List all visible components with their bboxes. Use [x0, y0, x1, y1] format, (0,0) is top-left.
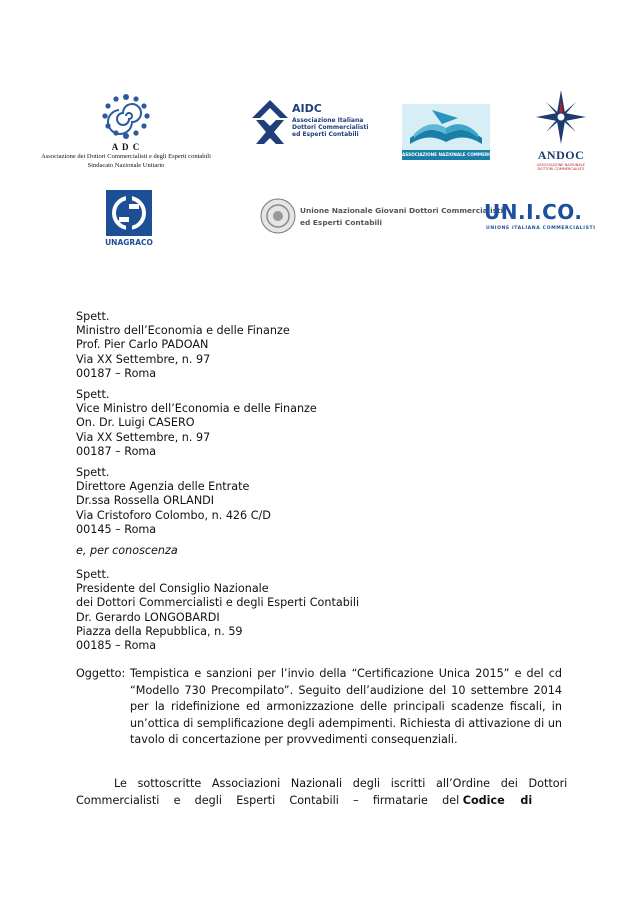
ungdc-line1: Unione Nazionale Giovani Dottori Commercialisti — [300, 206, 504, 215]
andoc-sub2: DOTTORI COMMERCIALISTI — [537, 167, 585, 171]
aidc-line2: Dottori Commercialisti — [292, 124, 369, 131]
recipient-line: Vice Ministro dell’Economia e delle Finanze — [76, 402, 317, 416]
unagraco-name: UNAGRACO — [105, 238, 153, 247]
body-paragraph — [76, 776, 568, 809]
unagraco-emblem-icon — [106, 190, 152, 236]
book-icon — [402, 104, 490, 150]
unico-name: UN.I.CO. — [484, 200, 583, 224]
recipient-agenzia — [76, 466, 271, 537]
recipient-line: Via Cristoforo Colombo, n. 426 C/D — [76, 508, 271, 522]
andoc-name: ANDOC — [537, 148, 585, 162]
aidc-line1: Associazione Italiana — [292, 117, 364, 124]
recipient-line: Dr.ssa Rossella ORLANDI — [76, 494, 215, 508]
ungdc-line2: ed Esperti Contabili — [300, 218, 383, 227]
aidc-line3: ed Esperti Contabili — [292, 131, 359, 138]
recipient-line: Piazza della Repubblica, n. 59 — [76, 624, 243, 638]
recipient-line: Spett. — [76, 310, 110, 323]
ungdc-logo — [260, 198, 504, 238]
andoc-sub1: ASSOCIAZIONE NAZIONALE — [537, 163, 585, 167]
recipient-line: Direttore Agenzia delle Entrate — [76, 480, 250, 494]
subject-label: Oggetto: — [76, 667, 126, 680]
ungdc-seal-icon — [260, 198, 296, 234]
unagraco-logo — [102, 190, 156, 250]
aidc-name: AIDC — [292, 102, 322, 115]
recipient-line: 00145 – Roma — [76, 522, 157, 536]
adc-logo — [20, 92, 232, 172]
recipient-line: dei Dottori Commercialisti e degli Esperti Contabili — [76, 596, 360, 610]
adc-line2: Sindacato Nazionale Unitario — [87, 162, 165, 169]
unico-logo — [484, 200, 610, 236]
body-line-2-text: Commercialisti e degli Esperti Contabili – firmatarie del — [76, 793, 460, 807]
aidc-logo — [250, 98, 380, 148]
body-line-2-bold: Codice di — [462, 793, 533, 807]
recipient-line: Spett. — [76, 568, 110, 581]
recipient-line: Presidente del Consiglio Nazionale — [76, 582, 269, 596]
recipient-line: Ministro dell’Economia e delle Finanze — [76, 324, 290, 338]
recipient-line: Spett. — [76, 388, 110, 401]
recipient-viceministro — [76, 388, 317, 459]
recipient-line: 00185 – Roma — [76, 639, 157, 653]
recipient-line: Spett. — [76, 466, 110, 479]
recipient-line: On. Dr. Luigi CASERO — [76, 416, 195, 430]
recipient-cc — [76, 568, 359, 653]
anc-logo — [402, 104, 508, 160]
body-line-1: Le sottoscritte Associazioni Nazionali degli iscritti all’Ordine dei Dottori — [114, 777, 568, 790]
recipient-ministro — [76, 310, 290, 381]
anc-banner-text: ASSOCIAZIONE NAZIONALE COMMERCIALISTI — [402, 152, 508, 157]
cc-label: e, per conoscenza — [76, 544, 178, 557]
recipient-line: Prof. Pier Carlo PADOAN — [76, 338, 209, 352]
andoc-logo — [528, 90, 594, 190]
recipient-line: Dr. Gerardo LONGOBARDI — [76, 610, 220, 624]
aidc-emblem-icon — [250, 98, 290, 148]
recipient-line: 00187 – Roma — [76, 444, 157, 458]
adc-spiral-icon — [98, 92, 154, 144]
adc-line1: Associazione dei Dottori Commercialisti e degli Esperti contabili — [41, 153, 211, 160]
unico-sub: UNIONE ITALIANA COMMERCIALISTI — [486, 226, 596, 231]
recipient-line: 00187 – Roma — [76, 366, 157, 380]
adc-name: A D C — [111, 142, 141, 152]
recipient-line: Via XX Settembre, n. 97 — [76, 352, 211, 366]
subject-text: Tempistica e sanzioni per l’invio della “Certificazione Unica 2015” e del cd “Modello 730 Precompilato”. Seguito dell’audizione del 10 settembre 2014 per la ridefinizione ed armonizzazione delle principali scadenze fiscali, in un’ottica di semplificazione degli adempimenti. Richiesta di attivazione di un tavolo di concertazione per provvedimenti consequenziali. — [130, 667, 562, 746]
anc-banner — [402, 150, 508, 160]
recipient-line: Via XX Settembre, n. 97 — [76, 430, 211, 444]
body-line-2 — [76, 793, 562, 810]
compass-star-icon — [536, 90, 586, 144]
